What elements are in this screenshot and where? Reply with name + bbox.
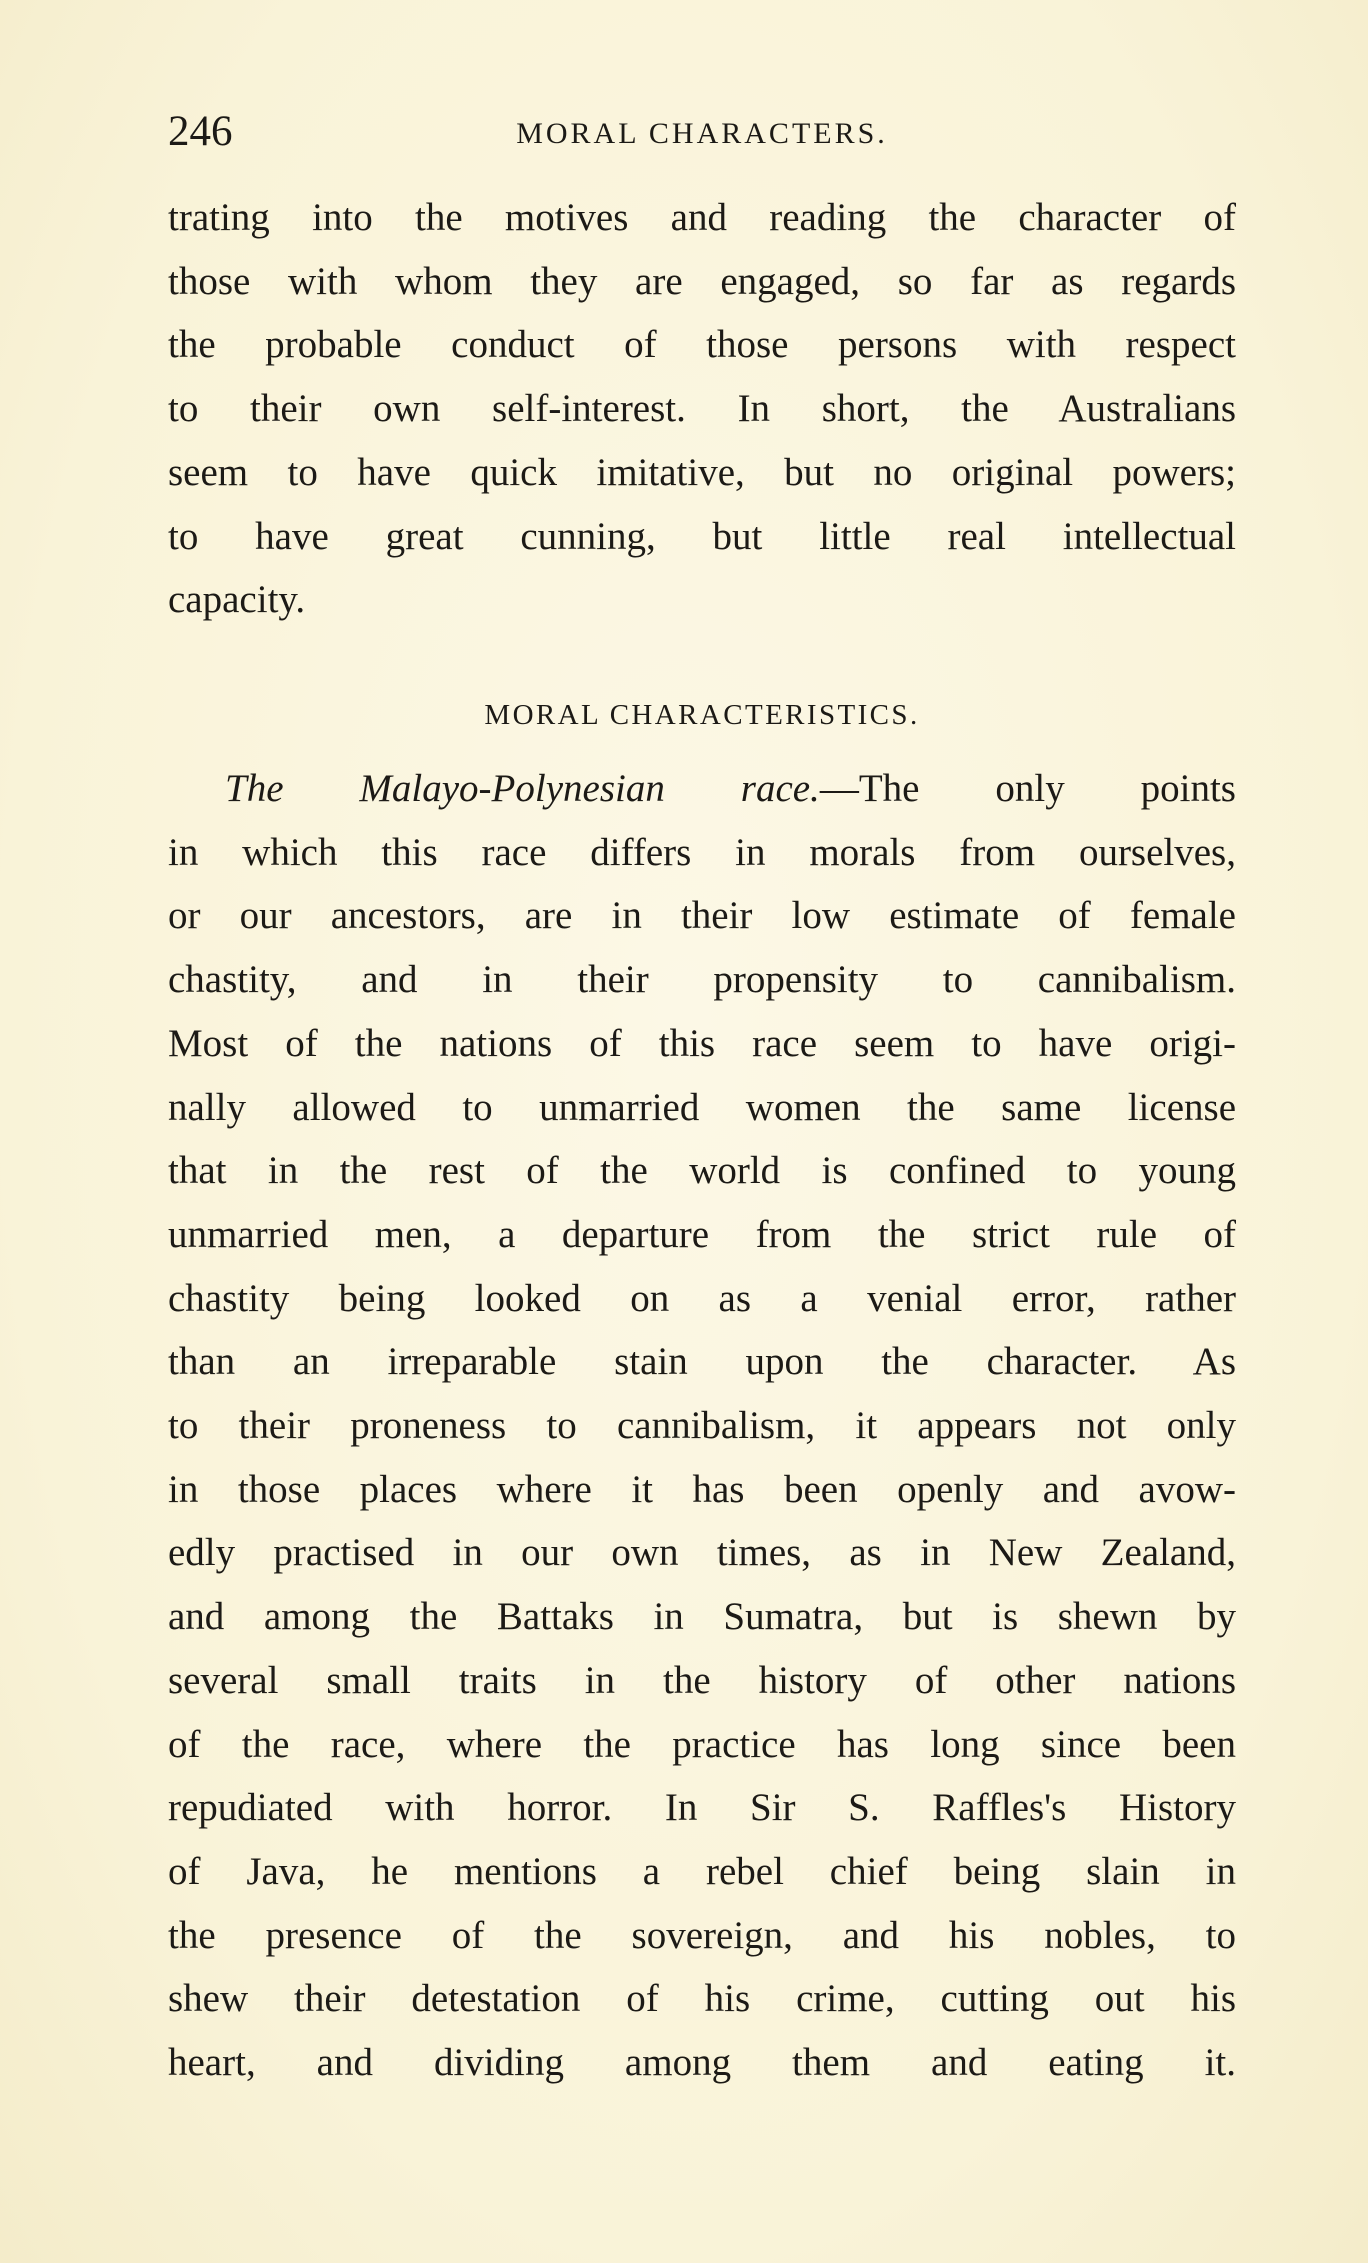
text-line: in which this race differs in morals from ourselves, [168,830,1236,874]
text-line: the probable conduct of those persons with respect [168,323,1236,367]
section-heading: MORAL CHARACTERISTICS. [484,699,920,731]
text-line: of Java, he mentions a rebel chief being slain in [168,1849,1236,1893]
text-line: chastity, and in their propensity to cannibalism. [168,958,1236,1002]
text-line: that in the rest of the world is confined to young [168,1149,1236,1193]
running-title: MORAL CHARACTERS. [516,117,888,150]
text-line: of the race, where the practice has long since been [168,1722,1236,1766]
text-line-lead [168,757,1236,821]
paragraph-australians [168,186,1236,632]
text-line: edly practised in our own times, as in New Zealand, [168,1531,1236,1575]
text-line: several small traits in the history of other nations [168,1658,1236,1702]
text-line: heart, and dividing among them and eating it. [168,2041,1236,2085]
text-line: those with whom they are engaged, so far as regards [168,259,1236,303]
text-line: and among the Battaks in Sumatra, but is shewn by [168,1595,1236,1639]
running-head [168,102,1236,162]
text-line: shew their detestation of his crime, cutting out his [168,1977,1236,2021]
text-line: capacity. [168,578,306,622]
text-line: chastity being looked on as a venial error, rather [168,1276,1236,1320]
text-line: Most of the nations of this race seem to have origi- [168,1021,1236,1065]
text-line: nally allowed to unmarried women the same license [168,1085,1236,1129]
text-line: to have great cunning, but little real intellectual [168,514,1236,558]
text-line: unmarried men, a departure from the strict rule of [168,1212,1236,1256]
text-line: to their proneness to cannibalism, it appears not only [168,1404,1236,1448]
text-line: trating into the motives and reading the character of [168,196,1236,239]
text-line: to their own self-interest. In short, the Australians [168,387,1236,431]
text-line: the presence of the sovereign, and his nobles, to [168,1913,1236,1957]
lead-text: —The only points [819,767,1236,810]
text-line: seem to have quick imitative, but no original powers; [168,450,1236,494]
text-line: repudiated with horror. In Sir S. Raffles's History [168,1786,1236,1830]
race-name: The Malayo-Polynesian race. [225,767,820,810]
paragraph-malayo-polynesian [168,757,1236,2095]
text-line: or our ancestors, are in their low estimate of female [168,894,1236,938]
text-line: in those places where it has been openly and avow- [168,1467,1236,1511]
page-number: 246 [168,108,233,155]
text-line: than an irreparable stain upon the character. As [168,1340,1236,1384]
